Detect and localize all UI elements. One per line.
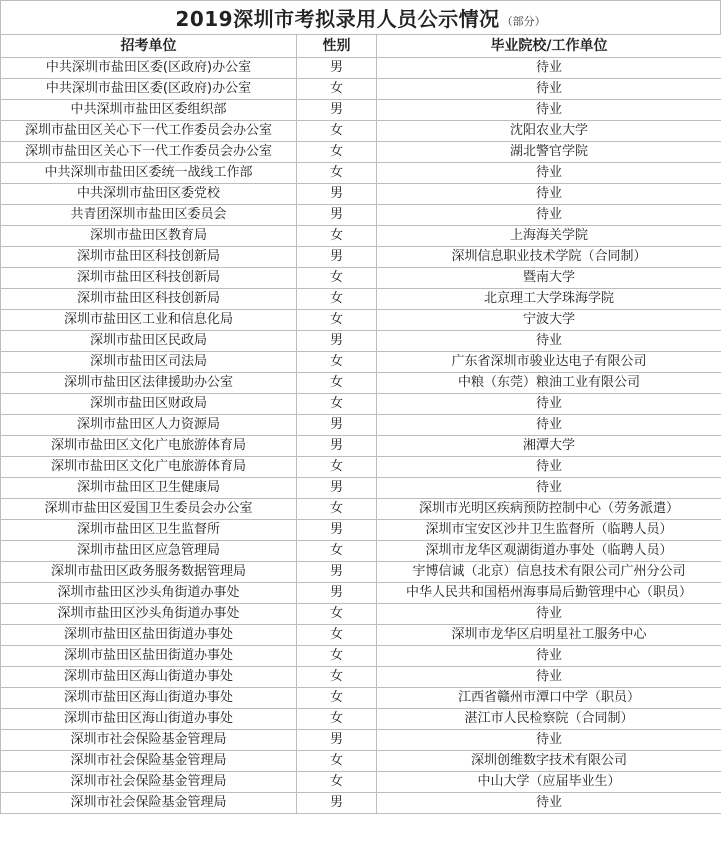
cell-recruiting-unit: 深圳市盐田区关心下一代工作委员会办公室 <box>1 142 297 163</box>
cell-recruiting-unit: 深圳市盐田区海山街道办事处 <box>1 709 297 730</box>
cell-recruiting-unit: 深圳市盐田区卫生健康局 <box>1 478 297 499</box>
header-recruiting-unit: 招考单位 <box>1 35 297 58</box>
cell-gender: 女 <box>297 751 377 772</box>
table-row <box>1 772 721 793</box>
table-row <box>1 352 721 373</box>
cell-recruiting-unit: 深圳市盐田区工业和信息化局 <box>1 310 297 331</box>
table-row <box>1 793 721 814</box>
table-row <box>1 520 721 541</box>
cell-recruiting-unit: 深圳市盐田区民政局 <box>1 331 297 352</box>
table-row <box>1 625 721 646</box>
candidates-table <box>0 34 721 814</box>
document-title <box>0 0 721 34</box>
cell-gender: 女 <box>297 457 377 478</box>
cell-gender: 女 <box>297 310 377 331</box>
table-row <box>1 310 721 331</box>
cell-gender: 男 <box>297 478 377 499</box>
cell-school-or-employer: 待业 <box>377 457 721 478</box>
table-row <box>1 499 721 520</box>
cell-school-or-employer: 宁波大学 <box>377 310 721 331</box>
header-gender: 性别 <box>297 35 377 58</box>
cell-school-or-employer: 深圳市光明区疾病预防控制中心（劳务派遣） <box>377 499 721 520</box>
cell-school-or-employer: 待业 <box>377 184 721 205</box>
table-row <box>1 436 721 457</box>
cell-school-or-employer: 上海海关学院 <box>377 226 721 247</box>
table-row <box>1 667 721 688</box>
cell-gender: 女 <box>297 142 377 163</box>
table-row <box>1 247 721 268</box>
cell-gender: 女 <box>297 667 377 688</box>
cell-school-or-employer: 待业 <box>377 415 721 436</box>
cell-gender: 男 <box>297 58 377 79</box>
cell-school-or-employer: 待业 <box>377 58 721 79</box>
cell-school-or-employer: 中粮（东莞）粮油工业有限公司 <box>377 373 721 394</box>
table-body <box>1 58 721 814</box>
cell-recruiting-unit: 深圳市盐田区应急管理局 <box>1 541 297 562</box>
cell-gender: 男 <box>297 520 377 541</box>
cell-school-or-employer: 湘潭大学 <box>377 436 721 457</box>
cell-recruiting-unit: 深圳市盐田区海山街道办事处 <box>1 688 297 709</box>
cell-gender: 女 <box>297 352 377 373</box>
cell-school-or-employer: 待业 <box>377 163 721 184</box>
cell-recruiting-unit: 深圳市盐田区科技创新局 <box>1 268 297 289</box>
cell-gender: 女 <box>297 709 377 730</box>
cell-gender: 男 <box>297 247 377 268</box>
cell-school-or-employer: 深圳市龙华区启明星社工服务中心 <box>377 625 721 646</box>
cell-gender: 男 <box>297 436 377 457</box>
table-row <box>1 646 721 667</box>
cell-gender: 女 <box>297 163 377 184</box>
cell-gender: 女 <box>297 121 377 142</box>
cell-school-or-employer: 深圳信息职业技术学院（合同制） <box>377 247 721 268</box>
cell-school-or-employer: 江西省赣州市潭口中学（职员） <box>377 688 721 709</box>
table-header-row <box>1 35 721 58</box>
cell-gender: 女 <box>297 394 377 415</box>
table-row <box>1 58 721 79</box>
cell-school-or-employer: 湖北警官学院 <box>377 142 721 163</box>
cell-gender: 男 <box>297 205 377 226</box>
table-row <box>1 478 721 499</box>
cell-gender: 男 <box>297 730 377 751</box>
cell-recruiting-unit: 深圳市盐田区沙头角街道办事处 <box>1 604 297 625</box>
cell-school-or-employer: 待业 <box>377 331 721 352</box>
table-row <box>1 709 721 730</box>
cell-gender: 女 <box>297 289 377 310</box>
cell-gender: 男 <box>297 583 377 604</box>
cell-recruiting-unit: 深圳市盐田区文化广电旅游体育局 <box>1 436 297 457</box>
cell-gender: 女 <box>297 772 377 793</box>
cell-gender: 女 <box>297 499 377 520</box>
cell-school-or-employer: 中山大学（应届毕业生） <box>377 772 721 793</box>
cell-school-or-employer: 待业 <box>377 604 721 625</box>
cell-recruiting-unit: 中共深圳市盐田区委组织部 <box>1 100 297 121</box>
cell-recruiting-unit: 共青团深圳市盐田区委员会 <box>1 205 297 226</box>
cell-school-or-employer: 待业 <box>377 730 721 751</box>
cell-gender: 女 <box>297 79 377 100</box>
cell-gender: 女 <box>297 646 377 667</box>
cell-recruiting-unit: 深圳市盐田区政务服务数据管理局 <box>1 562 297 583</box>
table-row <box>1 289 721 310</box>
cell-school-or-employer: 待业 <box>377 793 721 814</box>
title-main: 2019深圳市考拟录用人员公示情况 <box>175 7 500 31</box>
cell-recruiting-unit: 深圳市盐田区关心下一代工作委员会办公室 <box>1 121 297 142</box>
table-row <box>1 79 721 100</box>
cell-school-or-employer: 暨南大学 <box>377 268 721 289</box>
cell-school-or-employer: 待业 <box>377 100 721 121</box>
cell-recruiting-unit: 中共深圳市盐田区委统一战线工作部 <box>1 163 297 184</box>
cell-school-or-employer: 中华人民共和国梧州海事局后勤管理中心（职员） <box>377 583 721 604</box>
table-row <box>1 184 721 205</box>
cell-gender: 男 <box>297 331 377 352</box>
table-row <box>1 205 721 226</box>
table-row <box>1 457 721 478</box>
cell-school-or-employer: 待业 <box>377 478 721 499</box>
cell-school-or-employer: 深圳创维数字技术有限公司 <box>377 751 721 772</box>
cell-gender: 男 <box>297 100 377 121</box>
cell-recruiting-unit: 深圳市社会保险基金管理局 <box>1 793 297 814</box>
cell-gender: 女 <box>297 604 377 625</box>
table-row <box>1 562 721 583</box>
table-row <box>1 142 721 163</box>
title-subtitle: （部分） <box>501 14 546 28</box>
cell-gender: 女 <box>297 268 377 289</box>
cell-gender: 男 <box>297 184 377 205</box>
cell-recruiting-unit: 深圳市盐田区盐田街道办事处 <box>1 625 297 646</box>
cell-recruiting-unit: 深圳市盐田区科技创新局 <box>1 289 297 310</box>
cell-gender: 女 <box>297 373 377 394</box>
cell-school-or-employer: 待业 <box>377 394 721 415</box>
cell-recruiting-unit: 中共深圳市盐田区委党校 <box>1 184 297 205</box>
cell-recruiting-unit: 深圳市盐田区沙头角街道办事处 <box>1 583 297 604</box>
cell-gender: 男 <box>297 415 377 436</box>
cell-school-or-employer: 待业 <box>377 205 721 226</box>
table-row <box>1 394 721 415</box>
cell-recruiting-unit: 深圳市盐田区盐田街道办事处 <box>1 646 297 667</box>
cell-recruiting-unit: 深圳市盐田区文化广电旅游体育局 <box>1 457 297 478</box>
cell-recruiting-unit: 深圳市盐田区法律援助办公室 <box>1 373 297 394</box>
cell-recruiting-unit: 深圳市盐田区海山街道办事处 <box>1 667 297 688</box>
cell-school-or-employer: 待业 <box>377 646 721 667</box>
table-row <box>1 268 721 289</box>
cell-gender: 女 <box>297 226 377 247</box>
cell-recruiting-unit: 深圳市盐田区财政局 <box>1 394 297 415</box>
table-row <box>1 604 721 625</box>
cell-gender: 男 <box>297 562 377 583</box>
table-row <box>1 100 721 121</box>
table-row <box>1 751 721 772</box>
cell-gender: 女 <box>297 541 377 562</box>
cell-recruiting-unit: 深圳市盐田区科技创新局 <box>1 247 297 268</box>
table-row <box>1 415 721 436</box>
cell-recruiting-unit: 深圳市盐田区卫生监督所 <box>1 520 297 541</box>
table-row <box>1 541 721 562</box>
cell-gender: 男 <box>297 793 377 814</box>
cell-gender: 女 <box>297 625 377 646</box>
cell-recruiting-unit: 中共深圳市盐田区委(区政府)办公室 <box>1 79 297 100</box>
cell-school-or-employer: 待业 <box>377 79 721 100</box>
cell-school-or-employer: 宇博信诚（北京）信息技术有限公司广州分公司 <box>377 562 721 583</box>
cell-recruiting-unit: 深圳市盐田区司法局 <box>1 352 297 373</box>
cell-school-or-employer: 深圳市龙华区观湖街道办事处（临聘人员） <box>377 541 721 562</box>
table-row <box>1 163 721 184</box>
table-row <box>1 730 721 751</box>
table-row <box>1 121 721 142</box>
cell-school-or-employer: 广东省深圳市骏业达电子有限公司 <box>377 352 721 373</box>
table-row <box>1 583 721 604</box>
table-row <box>1 226 721 247</box>
cell-recruiting-unit: 深圳市盐田区人力资源局 <box>1 415 297 436</box>
cell-recruiting-unit: 深圳市社会保险基金管理局 <box>1 751 297 772</box>
table-row <box>1 331 721 352</box>
cell-school-or-employer: 待业 <box>377 667 721 688</box>
cell-recruiting-unit: 深圳市盐田区爱国卫生委员会办公室 <box>1 499 297 520</box>
cell-school-or-employer: 沈阳农业大学 <box>377 121 721 142</box>
cell-school-or-employer: 湛江市人民检察院（合同制） <box>377 709 721 730</box>
header-school-or-employer: 毕业院校/工作单位 <box>377 35 721 58</box>
cell-gender: 女 <box>297 688 377 709</box>
cell-recruiting-unit: 深圳市盐田区教育局 <box>1 226 297 247</box>
cell-recruiting-unit: 深圳市社会保险基金管理局 <box>1 730 297 751</box>
cell-recruiting-unit: 中共深圳市盐田区委(区政府)办公室 <box>1 58 297 79</box>
table-row <box>1 688 721 709</box>
cell-school-or-employer: 北京理工大学珠海学院 <box>377 289 721 310</box>
cell-school-or-employer: 深圳市宝安区沙井卫生监督所（临聘人员） <box>377 520 721 541</box>
table-row <box>1 373 721 394</box>
cell-recruiting-unit: 深圳市社会保险基金管理局 <box>1 772 297 793</box>
